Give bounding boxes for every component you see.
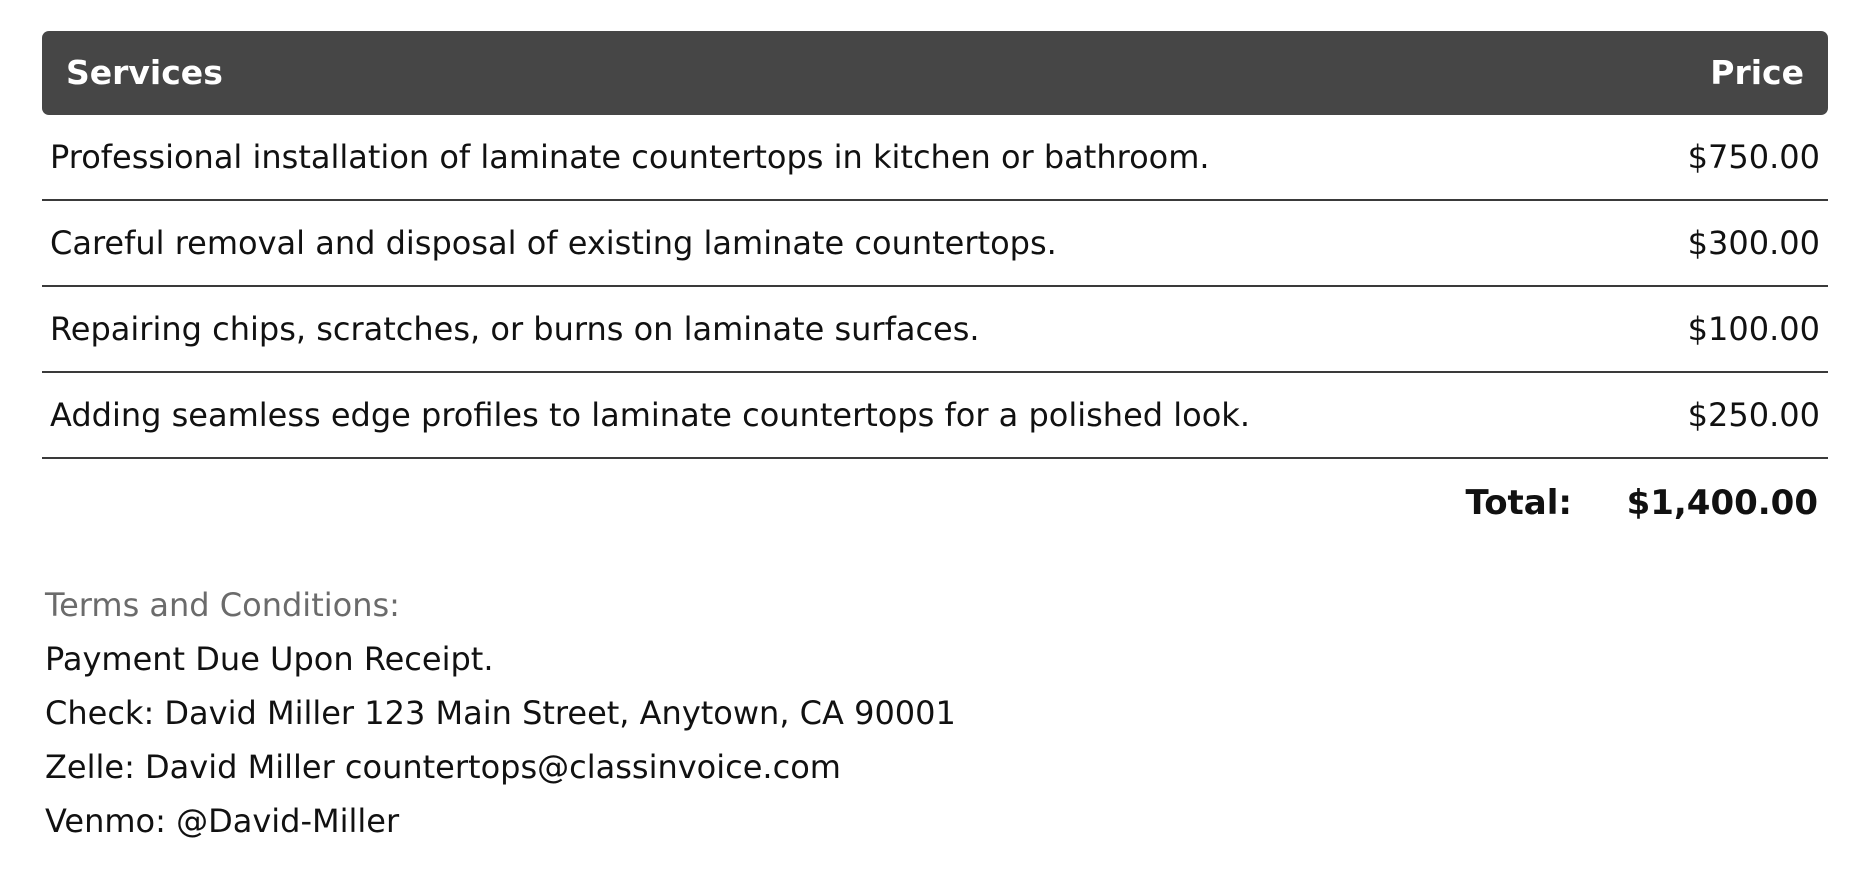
table-row	[42, 287, 1828, 373]
services-table-body	[42, 115, 1828, 459]
terms-section	[45, 578, 1245, 848]
services-column-header: Services	[66, 53, 223, 92]
table-row	[42, 373, 1828, 459]
services-table-header	[42, 31, 1828, 115]
service-price: $750.00	[1687, 138, 1820, 176]
service-price: $100.00	[1687, 310, 1820, 348]
total-label: Total:	[1465, 483, 1572, 523]
price-column-header: Price	[1710, 53, 1804, 92]
service-price: $250.00	[1687, 396, 1820, 434]
table-row	[42, 201, 1828, 287]
terms-title: Terms and Conditions:	[45, 586, 400, 624]
terms-check-info: Check: David Miller 123 Main Street, Anytown, CA 90001	[45, 694, 956, 732]
terms-payment-due: Payment Due Upon Receipt.	[45, 640, 494, 678]
service-price: $300.00	[1687, 224, 1820, 262]
service-description: Professional installation of laminate countertops in kitchen or bathroom.	[50, 138, 1210, 176]
terms-zelle-info: Zelle: David Miller countertops@classinvoice.com	[45, 748, 841, 786]
service-description: Careful removal and disposal of existing laminate countertops.	[50, 224, 1057, 262]
service-description: Repairing chips, scratches, or burns on laminate surfaces.	[50, 310, 980, 348]
service-description: Adding seamless edge profiles to laminate countertops for a polished look.	[50, 396, 1250, 434]
terms-venmo-info: Venmo: @David-Miller	[45, 802, 400, 840]
table-row	[42, 115, 1828, 201]
total-value: $1,400.00	[1626, 483, 1818, 523]
